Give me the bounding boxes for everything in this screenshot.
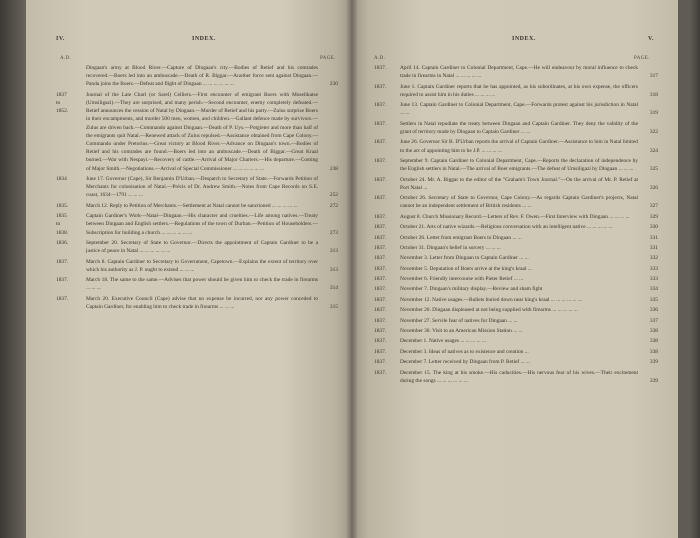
index-entry [352,296,678,304]
entry-year: 1837. [374,224,387,231]
entry-page-number: 329 [649,213,658,220]
index-entry [352,101,678,117]
entry-year: 1836. [56,240,69,246]
index-entry [26,202,352,210]
index-entry [352,120,678,136]
right-col-ad: A.D. [374,56,386,61]
entry-description: Captain Gardiner's Work—Natal—Dingaan.—His character and cruelties.—Life among natives.—Treaty between Dingaan and English settlers.—Regulations of the town of Durban.—Petition of Householders.—Subscription for building a church ... ... ... ... ... ... [86,213,318,236]
entry-year: 1837. [374,359,387,366]
entry-description: March 18. The same to the same.—Advises that power should be given him to check the trade in firearms ... ... ... [86,277,318,292]
entry-page-number: 322 [649,128,658,135]
entry-description: November 6. Friendly intercourse with Pieter Retief ... ... [400,276,524,283]
entry-page-number: 319 [649,110,658,117]
index-entry [352,327,678,335]
entry-description: December 15. The king at his smoke.—His caducities.—His nervous fear of his wives.—Their excitement during the songs ... ... ... ... ... ... [400,369,638,384]
entry-year: 1837. [374,255,387,262]
entry-year: 1837. [56,277,69,284]
entry-year: 1837 to 1852. [56,91,69,115]
entry-page-number: 338 [649,348,658,355]
right-page [352,0,678,538]
index-entry [352,157,678,173]
index-entry [26,175,352,200]
index-entry [26,64,352,89]
right-col-page: PAGE. [634,56,650,61]
index-entry [352,306,678,314]
entry-description: Dingaan's army at Blood River.—Capture of Dingaan's city.—Bodies of Retief and his comrades recovered.—Boers led into an ambuscade.—Death of R. Biggar.—Another force sent against Dingaan.—Panda joins the Boers.—Defeat and flight of Dingaan ... ... ... ... ... ... [86,65,318,88]
entry-page-number: 230 [329,81,338,88]
left-col-page: PAGE. [320,56,336,61]
entry-page-number: 331 [649,234,658,241]
index-entry [26,295,352,311]
entry-description: November 20. Dingaan displeased at not being supplied with firearms ... ... ... ... ... [400,307,578,314]
entry-page-number: 333 [649,276,658,283]
entry-year: 1837. [374,317,387,324]
entry-description: October 26. Secretary of State to Governor, Cape Colony.—As regards Captain Gardiner's projects, Natal cannot be an independent settlement of British residents ... ... [400,195,638,210]
entry-year: 1837. [374,296,387,303]
entry-description: March 20. Executive Council (Cape) advise that no expense be incurred, nor any power conceded to Captain Gardiner, for enabling him to check trade in firearms ... ... ... [86,295,318,310]
entry-year: 1837. [374,102,387,109]
entry-description: August 8. Church Missionary Record.—Letters of Rev. F. Owen.—First Interview with Dingaan ... ... ... ... [400,213,630,220]
entry-page-number: 318 [649,91,658,98]
entry-description: November 5. Deputation of Boers arrive at the king's kraal ... [400,265,532,272]
entry-year: 1837. [374,213,387,220]
entry-year: 1837. [374,65,387,71]
entry-year: 1837. [374,265,387,272]
entry-year: 1837. [374,276,387,283]
entry-year: 1837. [374,348,387,355]
entry-page-number: 331 [649,244,658,251]
entry-description: December 7. Letter received by Dingaan from P. Retief ... ... [400,359,530,366]
entry-page-number: 326 [649,184,658,191]
entry-year: 1837. [374,157,387,164]
entry-page-number: 314 [329,285,338,292]
entry-page-number: 313 [329,266,338,273]
index-entry [352,254,678,262]
entry-page-number: 327 [649,203,658,210]
entry-description: December 3. Ideas of natives as to existence and creation ... [400,348,529,355]
entry-description: November 12. Native usages.—Bullets buried down near king's kraal ... ... ... ... ... ... [400,296,582,303]
entry-description: Journal of the Late Charl (or Sarel) Celliers.—First encounter of emigrant Boers with Moselikatse (Umsiligazi).—They are surprised, and many perish.—Second encounter, enemy completely defeated.—Retief announces the cession of Natal by Dingaan.—Murder of Retief and his party.—Zulus surprise Boers in their encampments, and murder 500 men, women, and children.—Gallant defence made by survivors.—Zulus are driven back.—Commando against Dingaan.—Death of P. Uys.—Potgieter and more than half of the emigrants quit Natal.—Renewed attack of Zulus repulsed.—Assistance obtained from Cape Colony.—Commando under Pretorius.—Great victory at Blood River.—Advance on Dingaan's town.—Bodies of Retief and his comrades are found.—Boers led into an ambuscade.—Death of Biggar.—Great Kraal burned.—War with Nespayi.—Recovery of cattle.—Arrival of Major Charters.—His departure.—Coming of Major Smith.—Negotiations.—Arrival of Special Commissioner ... ... ... ... ... ... [86,91,318,172]
index-entry [352,369,678,385]
entry-description: March 8. Captain Gardiner to Secretary to Government, Capetown.—Explains the extent of territory over which his authority as J. P. ought to extend ... ... ... [86,258,318,273]
entry-description: June 13. Captain Gardiner to Colonial Department, Cape.—Forwards protest against his jurisdiction in Natal ... ... [400,102,638,117]
entry-year: 1837. [374,139,387,146]
index-entry [352,213,678,221]
index-entry [352,317,678,325]
entry-year: 1837. [374,234,387,241]
entry-description: October 31. Dingaan's belief in sorcery ... ... ... [400,244,501,251]
entry-year: 1834 [56,176,67,183]
entry-year: 1837. [374,338,387,345]
left-col-ad: A.D. [60,56,72,61]
index-entry [352,275,678,283]
index-entry [352,348,678,356]
index-entry [26,276,352,292]
index-entry [26,258,352,274]
entry-page-number: 330 [649,224,658,231]
entry-year: 1837. [374,120,387,127]
entry-year: 1837. [374,244,387,251]
entry-page-number: 252 [329,192,338,199]
entry-page-number: 338 [649,338,658,345]
entry-year: 1837. [374,195,387,202]
entry-page-number: 315 [329,303,338,310]
entry-description: June 17. Governor (Cape), Sir Benjamin D'Urban.—Despatch to Secretary of State.—Forwards Petition of Merchants for colonisation of Natal.—Précis of Dr. Andrew Smith.—Notes from Cape Records on S.E. coast, 1634—1791 ... ... ... [86,176,318,199]
index-entry [352,194,678,210]
entry-page-number: 338 [649,328,658,335]
left-page [26,0,352,538]
entry-year: 1837. [374,286,387,293]
index-entry [352,83,678,99]
index-entry [352,234,678,242]
right-running-head: INDEX. [512,36,536,42]
entry-description: June 1. Captain Gardiner reports that he has appointed, as his subordinates, at his own expense, the officers required to assist him in his duties ... ... ... ... [400,83,638,98]
left-page-number: IV. [56,36,65,42]
entry-page-number: 335 [649,296,658,303]
entry-year: 1837. [374,307,387,314]
entry-year: 1837. [374,83,387,90]
entry-page-number: 238 [329,165,338,172]
left-running-head: INDEX. [192,36,216,42]
entry-page-number: 332 [649,255,658,262]
index-entry [352,265,678,273]
book-gutter [346,0,358,538]
entry-year: 1837. [374,176,387,183]
index-entry [352,64,678,80]
entry-description: June 26. Governor Sir B. D'Urban reports the arrival of Captain Gardiner.—Assistance to him in Natal limited to the act of appointing him to be J.P. ... ... ... ... [400,139,638,154]
entry-page-number: 273 [329,229,338,236]
entry-page-number: 333 [649,265,658,272]
entry-description: October 24. Mr. A. Biggar to the editor of the "Graham's Town Journal."—On the arrival of Mr. P. Retief at Port Natal ... [400,176,638,191]
entry-description: April 14. Captain Gardiner to Colonial Department, Cape.—He will endeavour by moral influence to check trade in firearms in Natal ... ... ... ... ... [400,65,638,80]
right-index-list [352,64,678,387]
entry-description: September 9. Captain Gardiner to Colonial Department, Cape.—Reports the declaration of independence by the English settlers in Natal.—The arrival of Boer emigrants.—The defeat of Umsiligazi by Dingaan ... ... ... [400,157,638,173]
entry-description: September 20. Secretary of State to Governor.—Directs the appointment of Captain Gardiner to be a justice of peace in Natal ... ... ... ... ... ... [86,240,318,255]
entry-year: 1835 to 1838. [56,213,69,236]
entry-year: 1835. [56,202,69,209]
index-entry [26,91,352,173]
index-entry [352,244,678,252]
entry-description: November 7. Dingaan's military display.—Review and sham fight [400,286,543,293]
entry-page-number: 272 [329,202,338,209]
index-entry [352,176,678,192]
entry-page-number: 313 [329,248,338,255]
entry-description: Settlers in Natal repudiate the treaty between Dingaan and Captain Gardiner. They deny the validity of the grant of territory made by Dingaan to Captain Gardiner ... ... [400,120,638,135]
entry-page-number: 336 [649,307,658,314]
entry-year: 1837. [374,369,387,376]
entry-page-number: 324 [649,147,658,154]
entry-year: 1837. [56,295,69,302]
entry-description: October 26. Letter from emigrant Boers to Dingaan ... ... [400,234,522,241]
entry-page-number: 317 [649,73,658,80]
entry-page-number: 334 [649,286,658,293]
entry-year: 1837. [374,328,387,335]
entry-description: October 21. Arts of native wizards.—Religious conversation with an intelligent native ... ... ... ... ... [400,224,613,231]
entry-page-number: 337 [649,317,658,324]
entry-year: 1837. [56,258,69,265]
entry-description: November 3. Letter from Dingaan to Captain Gardiner ... ... [400,255,529,262]
index-entry [26,239,352,255]
right-page-number: V. [648,36,655,42]
entry-page-number: 339 [649,377,658,384]
index-entry [352,285,678,293]
entry-description: November 27. Servile fear of natives for Dingaan ... ... [400,317,518,324]
index-entry [352,337,678,345]
index-entry [26,212,352,237]
entry-description: March 12. Reply to Petition of Merchants.—Settlement at Natal cannot be sanctioned ... ... ... ... ... [86,202,298,209]
entry-description: November 30. Visit to an American Mission Station ... ... [400,328,523,335]
entry-description: December 1. Native usages ... ... ... ... ... [400,338,486,345]
entry-page-number: 339 [649,359,658,366]
left-index-list [26,64,352,313]
index-entry [352,358,678,366]
index-entry [352,223,678,231]
entry-page-number: 325 [649,166,658,173]
index-entry [352,138,678,154]
